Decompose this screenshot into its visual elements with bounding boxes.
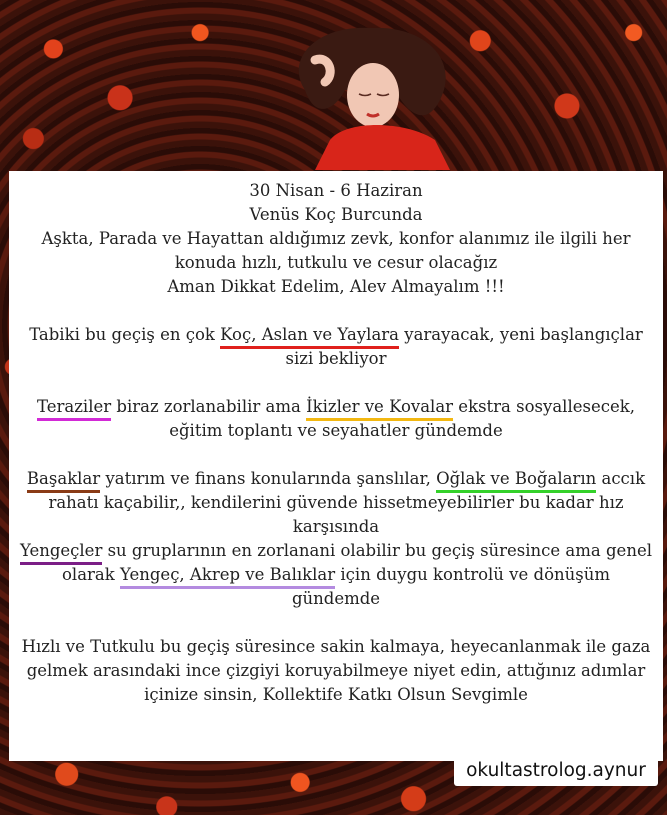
p3-line-2: rahatı kaçabilir,, kendilerini güvende hissetmeyebilirler bu kadar hız — [48, 493, 624, 512]
p1-line-2: sizi bekliyor — [285, 349, 387, 368]
p5-line-3: içinize sinsin, Kollektife Katkı Olsun Sevgimle — [144, 685, 528, 704]
earth-signs-highlight: Oğlak ve Boğaların — [436, 469, 596, 493]
post-text — [9, 179, 663, 707]
p1-line-1: Tabiki bu geçiş en çok Koç, Aslan ve Yaylara yarayacak, yeni başlangıçlar — [9, 323, 663, 347]
libra-highlight: Teraziler — [37, 397, 111, 421]
fire-signs-highlight: Koç, Aslan ve Yaylara — [220, 325, 399, 349]
p4-line-2: olarak Yengeç, Akrep ve Balıklar için duygu kontrolü ve dönüşüm — [9, 563, 663, 587]
air-signs-highlight: İkizler ve Kovalar — [306, 397, 453, 421]
p3-line-3: karşısında — [292, 517, 380, 536]
p4-line-1: Yengeçler su gruplarının en zorlanani olabilir bu geçiş süresince ama genel — [9, 539, 663, 563]
watermark-handle: okultastrolog.aynur — [454, 756, 658, 786]
intro-line-2: konuda hızlı, tutkulu ve cesur olacağız — [174, 253, 498, 272]
intro-line-1: Aşkta, Parada ve Hayattan aldığımız zevk, konfor alanımız ile ilgili her — [41, 229, 631, 248]
content-panel — [9, 171, 663, 761]
p5-line-2: gelmek arasındaki ince çizgiyi koruyabilmeye niyet edin, attığınız adımlar — [26, 661, 646, 680]
p4-line-3: gündemde — [291, 589, 381, 608]
water-signs-highlight: Yengeç, Akrep ve Balıklar — [120, 565, 335, 589]
p5-line-1: Hızlı ve Tutkulu bu geçiş süresince sakin kalmaya, heyecanlanmak ile gaza — [21, 637, 651, 656]
title-dates: 30 Nisan - 6 Haziran — [249, 181, 423, 200]
intro-line-3: Aman Dikkat Edelim, Alev Almayalım !!! — [167, 277, 505, 296]
p3-line-1: Başaklar yatırım ve finans konularında şanslılar, Oğlak ve Boğaların accık — [9, 467, 663, 491]
p2-line-2: eğitim toplantı ve seyahatler gündemde — [169, 421, 503, 440]
subtitle: Venüs Koç Burcunda — [249, 205, 423, 224]
virgo-highlight: Başaklar — [27, 469, 100, 493]
woman-illustration — [275, 20, 465, 170]
cancer-highlight: Yengeçler — [20, 541, 102, 565]
p2-line-1: Teraziler biraz zorlanabilir ama İkizler ve Kovalar ekstra sosyallesecek, — [9, 395, 663, 419]
